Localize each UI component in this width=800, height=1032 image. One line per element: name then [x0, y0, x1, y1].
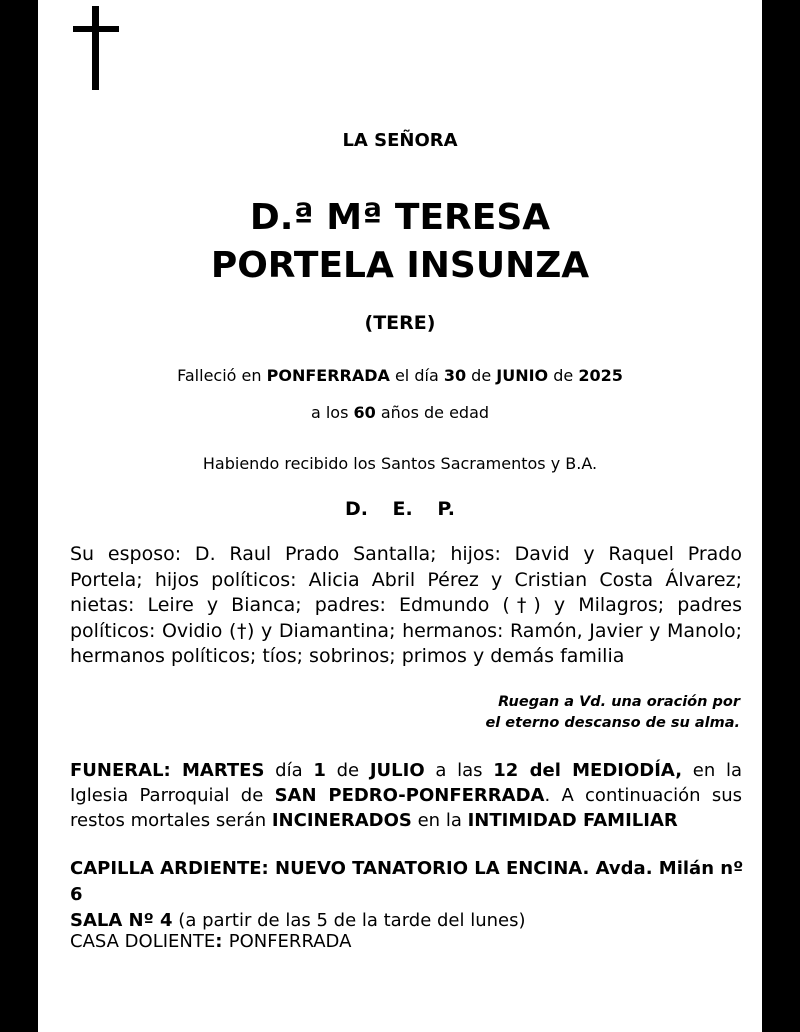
nickname: (TERE)	[364, 312, 436, 334]
dep-abbrev: D. E. P.	[344, 498, 456, 520]
death-info: Falleció en PONFERRADA el día 30 de JUNIO de 2025	[177, 366, 623, 385]
prayer-request	[485, 692, 740, 734]
title-la-senora: LA SEÑORA	[342, 130, 458, 151]
deceased-name-line1: D.ª Mª TERESA	[249, 197, 551, 238]
sacraments-note: Habiendo recibido los Santos Sacramentos y B.A.	[202, 454, 598, 473]
obituary-page	[38, 0, 762, 1032]
family-list: Su esposo: D. Raul Prado Santalla; hijos: David y Raquel Prado Portela; hijos políticos: Alicia Abril Pérez y Cristian Costa Álvarez; nietas: Leire y Bianca; padres: Edmundo (†) y Milagros; padres políticos: Ovidio (†) y Diamantina; hermanos: Ramón, Javier y Manolo; hermanos políticos; tíos; sobrinos; primos y demás familia	[70, 543, 742, 667]
deceased-name-line2: PORTELA INSUNZA	[210, 245, 590, 286]
funeral-info: FUNERAL: MARTES día 1 de JULIO a las 12 del MEDIODÍA, en la Iglesia Parroquial de SAN PEDRO-PONFERRADA. A continuación sus restos mortales serán INCINERADOS en la INTIMIDAD FAMILIAR	[70, 760, 743, 831]
prayer-line2: el eterno descanso de su alma.	[485, 715, 740, 731]
prayer-line1: Ruegan a Vd. una oración por	[498, 694, 740, 710]
casa-doliente-info: CASA DOLIENTE: PONFERRADA	[70, 931, 352, 952]
cross-icon	[71, 6, 121, 92]
age-info: a los 60 años de edad	[310, 403, 490, 422]
capilla-ardiente-info: CAPILLA ARDIENTE: NUEVO TANATORIO LA ENCINA. Avda. Milán nº 6 SALA Nº 4 (a partir de las 5 de la tarde del lunes)	[70, 858, 744, 931]
